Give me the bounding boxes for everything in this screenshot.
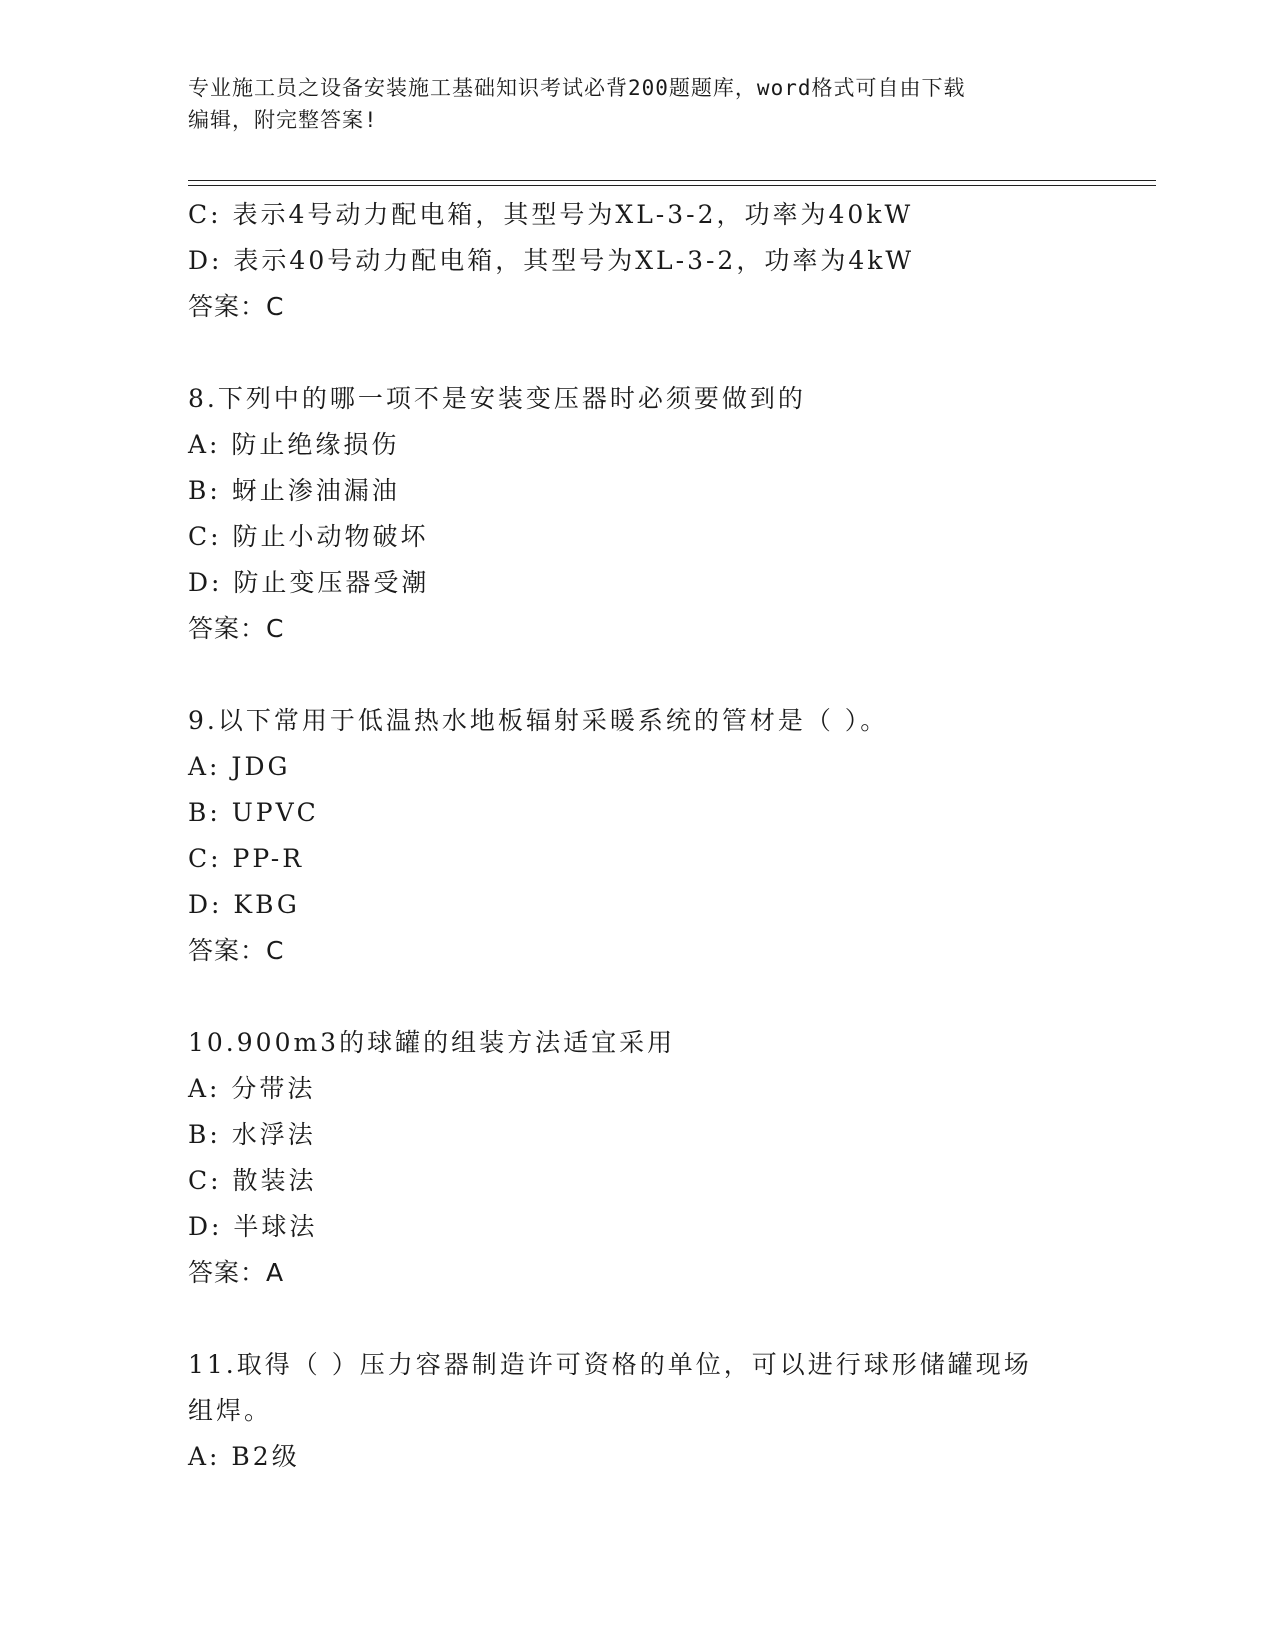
question-list	[188, 192, 1088, 1480]
header-divider-bottom	[188, 185, 1156, 186]
option-a: A: 分带法	[188, 1074, 316, 1103]
option-a: A: 防止绝缘损伤	[188, 430, 400, 459]
spacer	[188, 1296, 1088, 1342]
question-stem: 9.以下常用于低温热水地板辐射采暖系统的管材是（ ）。	[188, 706, 889, 735]
option-a: A: JDG	[188, 752, 291, 781]
question-10	[188, 1020, 1088, 1296]
header-title-line-1: 专业施工员之设备安装施工基础知识考试必背200题题库，word格式可自由下载	[188, 76, 966, 100]
spacer	[188, 652, 1088, 698]
spacer	[188, 974, 1088, 1020]
option-d: D: 半球法	[188, 1212, 318, 1241]
option-c: C: 表示4号动力配电箱，其型号为XL-3-2，功率为40kW	[188, 200, 914, 229]
question-stem: 10.900m3的球罐的组装方法适宜采用	[188, 1028, 676, 1057]
document-header	[188, 72, 1068, 136]
question-stem-line-1: 11.取得（ ）压力容器制造许可资格的单位，可以进行球形储罐现场	[188, 1350, 1032, 1379]
option-c: C: 散装法	[188, 1166, 317, 1195]
option-d: D: KBG	[188, 890, 300, 919]
header-divider-top	[188, 180, 1156, 181]
question-stem: 8.下列中的哪一项不是安装变压器时必须要做到的	[188, 384, 806, 413]
question-7-continued	[188, 192, 1088, 330]
option-c: C: PP-R	[188, 844, 305, 873]
option-b: B: UPVC	[188, 798, 319, 827]
header-title-line-2: 编辑，附完整答案!	[188, 108, 378, 132]
question-9	[188, 698, 1088, 974]
question-stem-line-2: 组焊。	[188, 1396, 273, 1425]
answer: 答案：A	[188, 1258, 285, 1287]
question-11	[188, 1342, 1088, 1480]
option-d: D: 表示40号动力配电箱，其型号为XL-3-2，功率为4kW	[188, 246, 915, 275]
question-8	[188, 376, 1088, 652]
option-d: D: 防止变压器受潮	[188, 568, 430, 597]
option-b: B: 水浮法	[188, 1120, 316, 1149]
spacer	[188, 330, 1088, 376]
answer: 答案：C	[188, 614, 285, 643]
answer: 答案：C	[188, 936, 285, 965]
option-a: A: B2级	[188, 1442, 300, 1471]
option-c: C: 防止小动物破坏	[188, 522, 429, 551]
answer: 答案：C	[188, 292, 285, 321]
option-b: B: 蚜止渗油漏油	[188, 476, 400, 505]
